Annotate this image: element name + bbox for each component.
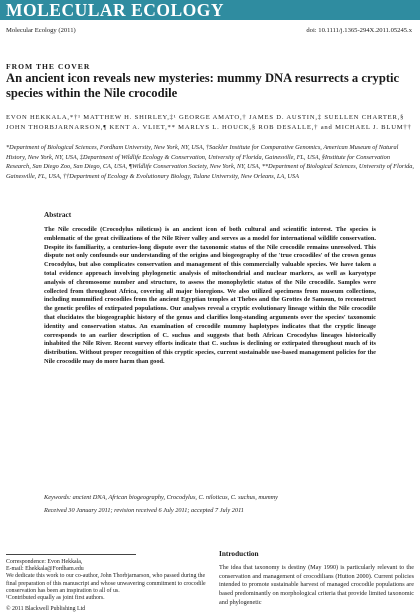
correspondence-line: Correspondence: Evon Hekkala, <box>6 559 83 565</box>
email-line: E-mail: Ehekkala@Fordham.edu <box>6 566 84 573</box>
contribution-note: ¹Contributed equally as joint first authors. <box>6 595 105 602</box>
keywords-line: Keywords: ancient DNA, African biogeography, Crocodylus, C. niloticus, C. suchus, mummy <box>44 494 278 501</box>
received-dates: Received 30 January 2011; revision received 6 July 2011; accepted 7 July 2011 <box>44 507 244 514</box>
abstract-block <box>44 210 376 367</box>
doi-line: doi: 10.1111/j.1365-294X.2011.05245.x <box>306 27 412 34</box>
copyright-line: © 2011 Blackwell Publishing Ltd <box>6 606 86 612</box>
dedication-text: We dedicate this work to our co-author, John Thorbjarnarson, who passed during the final preparation of this manuscript and whose unwavering commitment to crocodile conservation has been an inspiration to all of us. <box>6 573 206 594</box>
citation-line: Molecular Ecology (2011) <box>6 27 76 34</box>
introduction-heading: Introduction <box>219 549 259 558</box>
author-list: EVON HEKKALA,*†¹ MATTHEW H. SHIRLEY,‡¹ GEORGE AMATO,† JAMES D. AUSTIN,‡ SUELLEN CHARTER,§ JOHN THORBJARNARSON,¶ KENT A. VLIET,** MARLYS L. HOUCK,§ ROB DESALLE,† and MICHAEL J. BLUM†† <box>6 114 412 131</box>
section-label: FROM THE COVER <box>6 62 91 71</box>
article-title: An ancient icon reveals new mysteries: mummy DNA resurrects a cryptic species within the Nile crocodile <box>6 71 400 100</box>
footnote-divider <box>6 554 136 555</box>
introduction-body: The idea that taxonomy is destiny (May 1990) is particularly relevant to the conservation and management of crocodilians (Hutton 2000). Current policies intended to promote sustainable harvest of managed crocodile populations are based predominantly on morphological criteria that provide limited taxonomic and phylogenetic <box>219 564 414 606</box>
journal-banner <box>0 0 420 20</box>
abstract-heading: Abstract <box>44 210 72 219</box>
journal-name: MOLECULAR ECOLOGY <box>6 0 225 20</box>
affiliations: *Department of Biological Sciences, Fordham University, New York, NY, USA, †Sackler Institute for Comparative Genomics, American Museum of Natural History, New York, NY, USA, ‡Department of Wildlife Ecology & Conservation, University of Florida, Gainesville, FL, USA, §Institute for Conservation Research, San Diego Zoo, San Diego, CA, USA, ¶Wildlife Conservation Society, New York, NY, USA, **Department of Biological Sciences, University of Florida, Gainesville, FL, USA, ††Department of Ecology & Evolutionary Biology, Tulane University, New Orleans, LA, USA <box>6 144 415 180</box>
abstract-body: The Nile crocodile (Crocodylus niloticus) is an ancient icon of both cultural and scientific interest. The species is emblematic of the great civilizations of the Nile River valley and serves as a model for international wildlife conservation. Despite its familiarity, a centuries-long dispute over the taxonomic status of the Nile crocodile remains unresolved. This dispute not only confounds our understanding of the origins and biogeography of the 'true crocodiles' of the crown genus Crocodylus, but also complicates conservation and management of this commercially valuable species. We have taken a total evidence approach involving phylogenetic analysis of mitochondrial and nuclear markers, as well as karyotype analysis of chromosome number and structure, to assess the monophyletic status of the Nile crocodile. Samples were collected from throughout Africa, covering all major bioregions. We also utilized specimens from museum collections, including mummified crocodiles from the ancient Egyptian temples at Thebes and the Grottes de Samoun, to reconstruct the genetic profiles of extirpated populations. Our analyses reveal a cryptic evolutionary lineage within the Nile crocodile that elucidates the biogeographic history of the genus and clarifies long-standing arguments over the species' taxonomic identity and conservation status. An examination of crocodile mummy haplotypes indicates that the cryptic lineage corresponds to an earlier description of C. suchus and suggests that both African Crocodylus lineages historically inhabited the Nile River. Recent survey efforts indicate that C. suchus is declining or extirpated throughout much of its distribution. Without proper recognition of this cryptic species, current sustainable use-based management policies for the Nile crocodile may do more harm than good. <box>44 226 376 365</box>
footnote-block <box>6 559 206 602</box>
